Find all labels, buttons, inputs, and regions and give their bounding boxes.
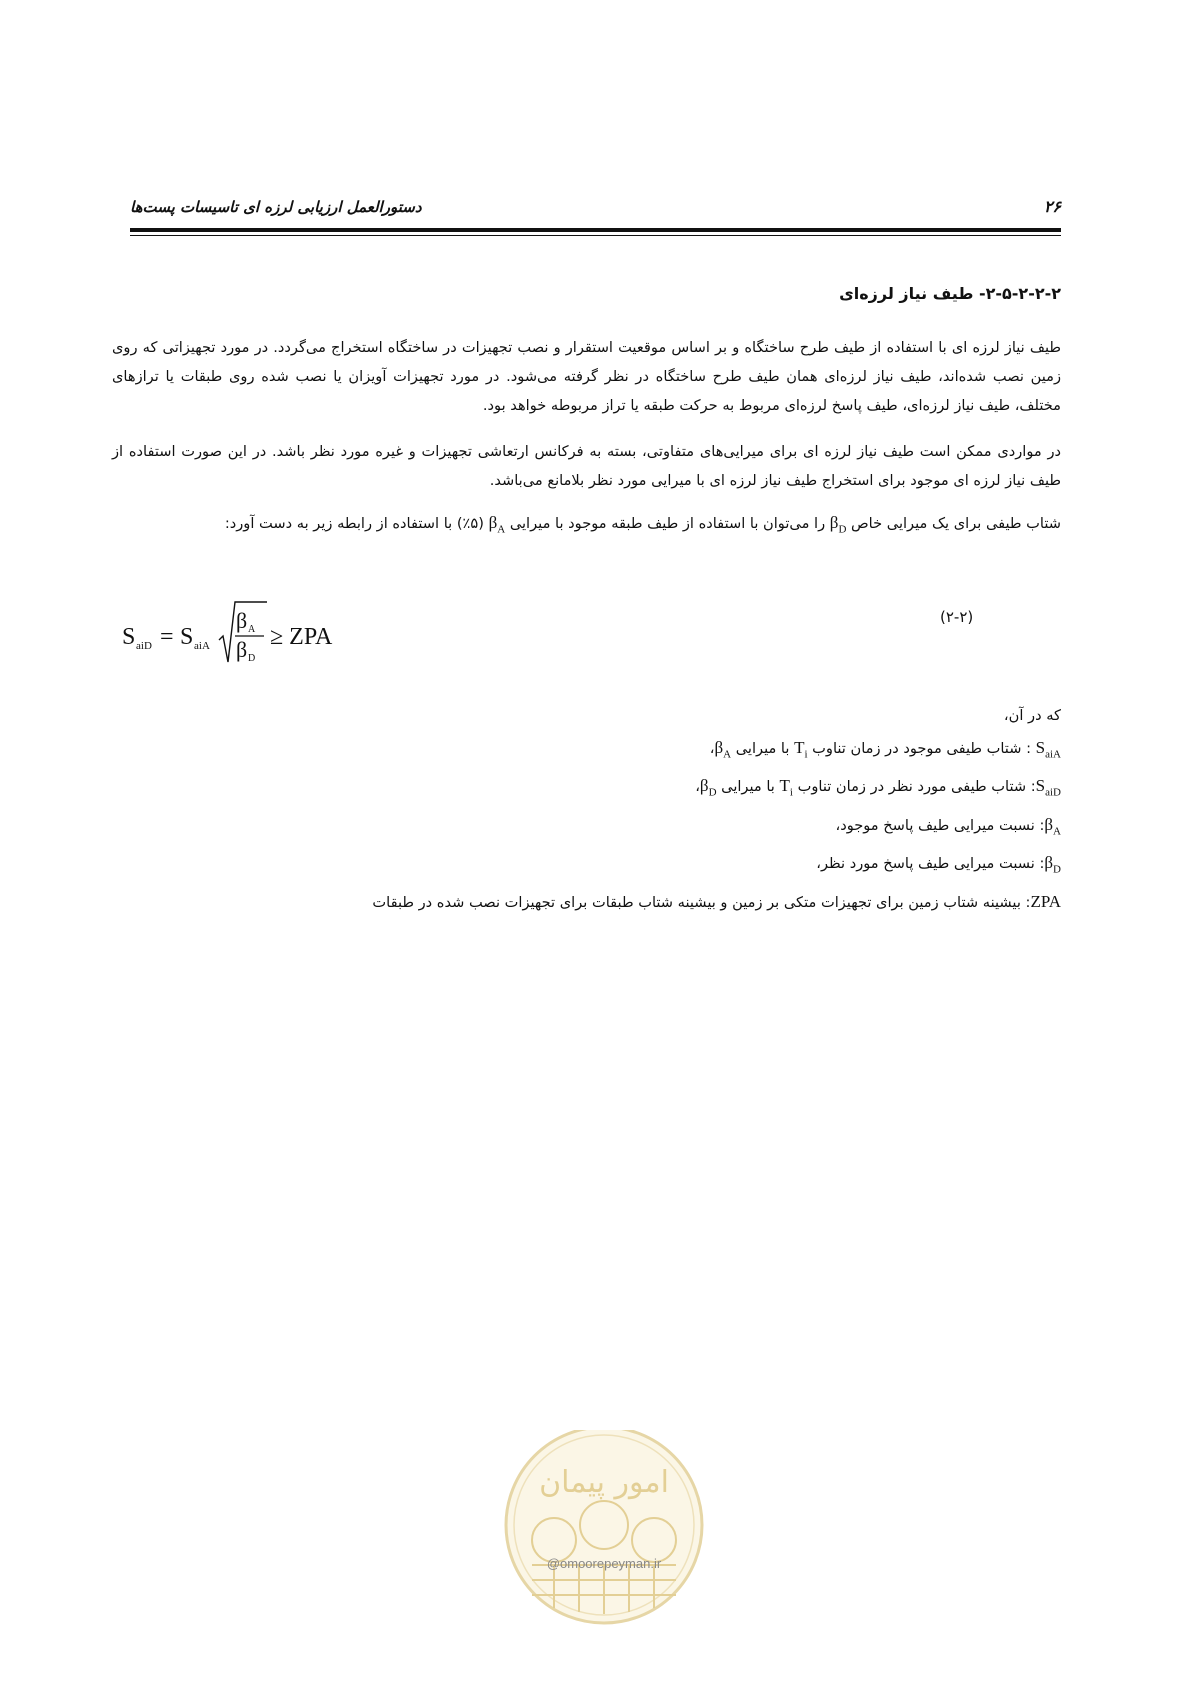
page-number: ۲۶	[1043, 197, 1061, 216]
eq-equals: =	[160, 624, 174, 650]
eq-lhs-s: S	[122, 624, 136, 650]
header-rule-thin	[130, 235, 1061, 236]
definitions-intro: که در آن،	[1003, 707, 1061, 724]
running-header-title: دستورالعمل ارزیابی لرزه ای تاسیسات پست‌ها	[130, 198, 422, 216]
definition-saia: $S_{aiA}$ : شتاب طیفی موجود در زمان تناوب $T_i$ با میرایی $\beta_A،$	[709, 738, 1061, 761]
eq-den-sub: D	[248, 653, 256, 664]
symbol-beta-d: $\beta_D$	[829, 513, 847, 536]
seal-text: امور پیمان	[539, 1465, 669, 1500]
eq-num-sub: A	[248, 624, 256, 635]
equation-2-2	[122, 594, 382, 670]
paragraph-3-part-3: (۵٪) با استفاده از رابطه زیر به دست آورد:	[224, 515, 484, 532]
eq-rhs-sub: aiA	[194, 640, 210, 652]
eq-num-beta: β	[236, 608, 248, 633]
watermark-url: @omoorepeyman.ir	[546, 1556, 662, 1571]
definition-beta-a: $\beta_A$: نسبت میرایی طیف پاسخ موجود،	[835, 814, 1061, 838]
eq-lhs-sub: aiD	[136, 640, 152, 652]
watermark-seal-icon	[494, 1430, 714, 1650]
definition-zpa: ZPA: بیشینه شتاب زمین برای تجهیزات متکی بر زمین و بیشینه شتاب طبقات برای تجهیزات نصب شده در طبقات	[372, 891, 1061, 911]
header-rule-thick	[130, 228, 1061, 232]
eq-den-beta: β	[236, 637, 248, 662]
symbol-beta-a: $\beta_A$	[488, 513, 506, 536]
paragraph-3-part-1: شتاب طیفی برای یک میرایی خاص	[851, 515, 1061, 532]
equation-number: (۲-۲)	[940, 608, 974, 626]
definition-said: $S_{aiD}$: شتاب طیفی مورد نظر در زمان تناوب $T_i$ با میرایی $\beta_D،$	[695, 776, 1061, 799]
definition-beta-d: $\beta_D$: نسبت میرایی طیف پاسخ مورد نظر،	[816, 853, 1061, 876]
eq-rhs-s: S	[180, 624, 194, 650]
eq-inequality: ≥ ZPA	[270, 624, 333, 650]
definitions-list	[112, 700, 1061, 919]
paragraph-2: در مواردی ممکن است طیف نیاز لرزه ای برای میرایی‌های متفاوتی، بسته به فرکانس ارتعاشی تجهیزات و غیره مورد نظر باشد. در این صورت استفاده از طیف نیاز لرزه ای موجود برای استخراج طیف نیاز لرزه ای با میرایی مورد نظر بلامانع می‌باشد.	[112, 443, 1061, 489]
section-heading: ۲-۵-۲-۲-۲- طیف نیاز لرزه‌ای	[839, 284, 1061, 303]
paragraph-3	[112, 508, 1061, 544]
paragraph-1: طیف نیاز لرزه ای با استفاده از طیف طرح ساختگاه و بر اساس موقعیت استقرار و نصب تجهیزات در ساختگاه استخراج می‌گردد. در مورد تجهیزاتی که روی زمین نصب شده‌اند، طیف نیاز لرزه‌ای همان طیف طرح ساختگاه در نظر گرفته می‌شود. در مورد تجهیزات آویزان یا نصب شده روی طبقات یا ترازهای مختلف، طیف نیاز لرزه‌ای، طیف پاسخ لرزه‌ای مربوط به حرکت طبقه یا تراز مربوطه خواهد بود.	[112, 339, 1061, 414]
paragraph-3-part-2: را می‌توان با استفاده از طیف طبقه موجود با میرایی	[509, 515, 826, 532]
